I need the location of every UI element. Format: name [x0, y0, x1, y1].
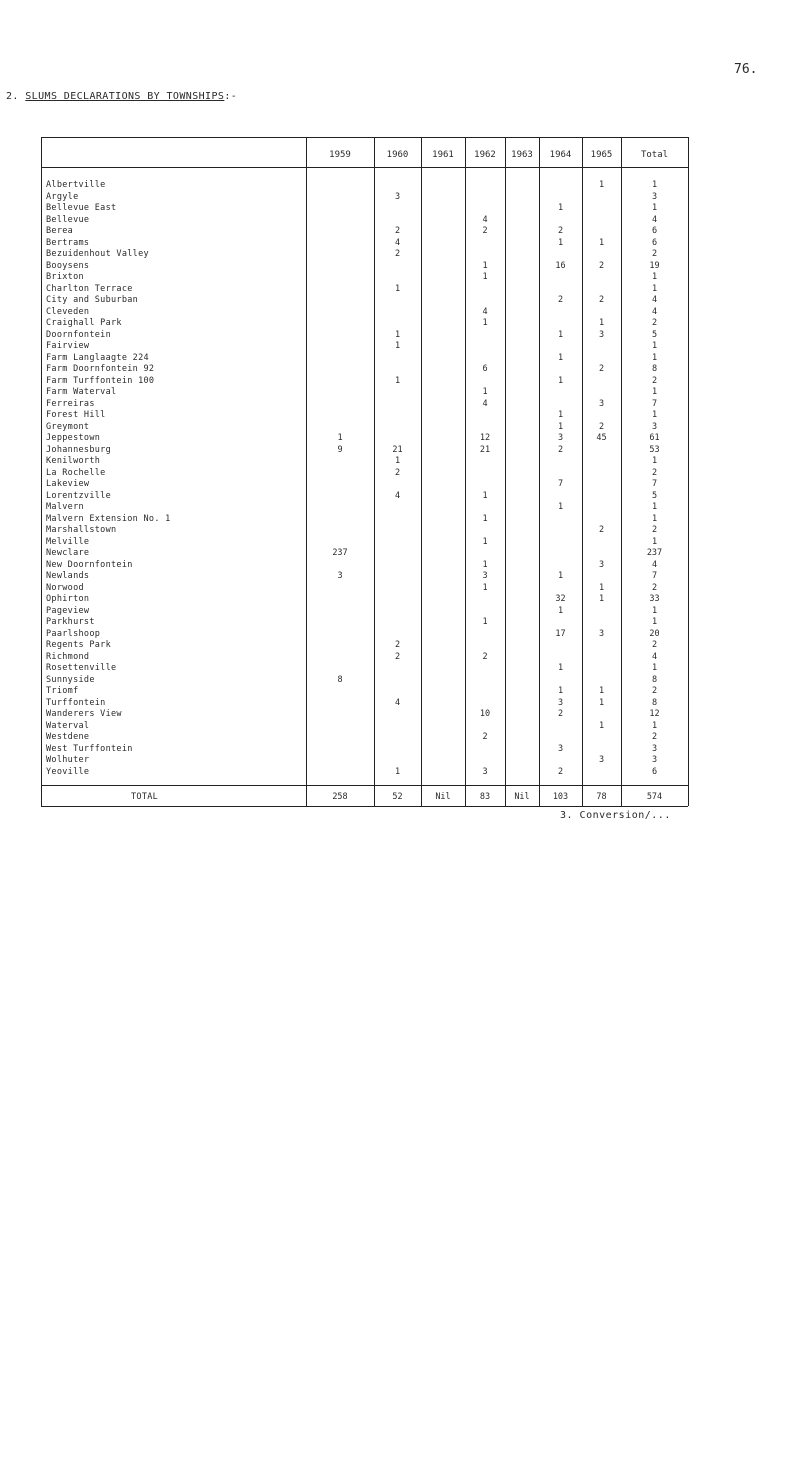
township-name: Paarlshoop	[46, 628, 101, 639]
column-header: 1963	[511, 150, 533, 160]
table-cell: 4	[482, 306, 488, 317]
township-name: Bertrams	[46, 237, 90, 248]
table-cell: 1	[651, 513, 658, 524]
column-header: 1964	[549, 150, 572, 160]
table-cell: 2	[394, 226, 401, 236]
table-cell: 1	[394, 341, 401, 351]
column-divider	[41, 137, 42, 806]
table-cell: 2	[482, 732, 488, 742]
total-cell: 83	[479, 792, 491, 802]
table-cell: 1	[598, 582, 605, 593]
table-cell: 1	[394, 766, 401, 777]
table-cell: 2	[651, 375, 658, 386]
table-cell: 2	[557, 295, 564, 305]
township-name: Triomf	[46, 686, 79, 696]
total-cell: 52	[392, 792, 403, 802]
township-name: Wanderers View	[46, 709, 122, 719]
township-name: Yeoville	[46, 766, 90, 777]
table-cell: 1	[557, 502, 564, 512]
table-cell: 10	[479, 709, 491, 719]
township-name: Argyle	[46, 191, 79, 202]
table-cell: 3	[651, 421, 658, 432]
page-number: 76.	[734, 62, 758, 77]
table-cell: 1	[651, 663, 658, 673]
township-name: Farm Doornfontein 92	[46, 364, 155, 374]
table-cell: 1	[482, 617, 488, 627]
table-cell: 3	[651, 755, 658, 765]
table-cell: 1	[482, 513, 488, 524]
table-cell: 6	[651, 237, 658, 248]
column-header: 1965	[590, 150, 613, 160]
column-divider	[621, 137, 622, 806]
table-cell: 1	[394, 329, 401, 340]
table-cell: 4	[482, 398, 488, 409]
table-cell: 3	[598, 329, 605, 340]
table-cell: 1	[651, 605, 658, 616]
table-cell: 1	[557, 605, 564, 616]
township-name: Bellevue East	[46, 203, 117, 213]
table-cell: 3	[598, 398, 605, 409]
table-cell: 3	[557, 743, 564, 754]
section-title-text: SLUMS DECLARATIONS BY TOWNSHIPS	[25, 91, 225, 102]
table-cell: 8	[651, 674, 658, 685]
table-cell: 1	[482, 260, 488, 271]
table-cell: 2	[598, 364, 605, 374]
table-bottom-border	[41, 806, 688, 807]
section-number: 2.	[6, 91, 19, 102]
township-name: Cleveden	[46, 306, 90, 317]
township-name: New Doornfontein	[46, 559, 133, 570]
table-cell: 2	[557, 709, 564, 719]
table-cell: 1	[394, 283, 401, 294]
column-divider	[539, 137, 540, 806]
section-title	[6, 91, 237, 102]
township-name: Albertville	[46, 180, 106, 190]
table-cell: 2	[598, 295, 605, 305]
township-name: Norwood	[46, 582, 84, 593]
table-cell: 1	[394, 375, 401, 386]
table-cell: 5	[651, 329, 658, 340]
table-cell: 8	[337, 674, 343, 685]
table-cell: 1	[557, 410, 564, 420]
table-cell: 2	[557, 226, 564, 236]
table-cell: 3	[598, 755, 605, 765]
table-cell: 2	[651, 318, 658, 328]
township-name: Berea	[46, 226, 74, 236]
township-name: Bellevue	[46, 214, 90, 225]
township-name: Kenilworth	[46, 456, 101, 466]
table-cell: 1	[557, 571, 564, 581]
township-name: Parkhurst	[46, 617, 95, 627]
township-name: Farm Turffontein 100	[46, 375, 155, 386]
total-cell: 103	[552, 792, 569, 802]
table-cell: 8	[651, 697, 658, 708]
table-cell: 3	[598, 559, 605, 570]
slums-declarations-table	[41, 137, 688, 806]
continuation-footer: 3. Conversion/...	[560, 810, 671, 821]
table-top-border	[41, 137, 688, 138]
table-cell: 2	[651, 467, 658, 478]
table-cell: 1	[557, 237, 564, 248]
table-cell: 2	[557, 444, 564, 455]
table-cell: 3	[557, 433, 564, 443]
table-cell: 2	[651, 525, 658, 535]
table-cell: 1	[482, 559, 488, 570]
header-divider	[41, 167, 688, 168]
table-cell: 1	[651, 203, 658, 213]
table-cell: 8	[651, 364, 658, 374]
table-cell: 1	[598, 594, 605, 604]
column-header: 1962	[474, 150, 496, 160]
table-cell: 3	[557, 697, 564, 708]
table-cell: 4	[651, 651, 658, 662]
table-cell: 2	[557, 766, 564, 777]
township-name: Farm Langlaagte 224	[46, 352, 149, 363]
table-cell: 1	[482, 582, 488, 593]
township-name: Waterval	[46, 720, 90, 731]
table-cell: 1	[598, 720, 605, 731]
table-cell: 4	[394, 237, 401, 248]
table-cell: 2	[651, 732, 658, 742]
total-divider	[41, 785, 688, 786]
table-cell: 1	[651, 272, 658, 282]
township-name: Wolhuter	[46, 755, 90, 765]
table-cell: 2	[394, 249, 401, 259]
table-cell: 1	[337, 433, 343, 443]
township-name: Richmond	[46, 651, 90, 662]
township-name: Sunnyside	[46, 674, 95, 685]
table-cell: 17	[555, 628, 566, 639]
table-cell: 1	[651, 617, 658, 627]
table-cell: 2	[482, 651, 488, 662]
township-name: Marshallstown	[46, 525, 117, 535]
table-cell: 12	[479, 433, 491, 443]
table-cell: 2	[651, 686, 658, 696]
table-cell: 6	[651, 766, 658, 777]
table-cell: 12	[649, 709, 660, 719]
column-divider	[505, 137, 506, 806]
table-cell: 20	[649, 628, 660, 639]
table-cell: 3	[337, 571, 343, 581]
total-cell: Nil	[435, 792, 451, 802]
table-cell: 1	[557, 203, 564, 213]
township-name: Fairview	[46, 341, 90, 351]
township-name: Rosettenville	[46, 663, 117, 673]
table-cell: 1	[482, 536, 488, 547]
table-cell: 3	[482, 571, 488, 581]
township-name: Craighall Park	[46, 318, 122, 328]
township-name: Doornfontein	[46, 329, 112, 340]
column-header: 1961	[432, 150, 454, 160]
table-cell: 1	[482, 387, 488, 397]
table-cell: 2	[598, 421, 605, 432]
township-name: Johannesburg	[46, 444, 112, 455]
township-name: La Rochelle	[46, 467, 106, 478]
table-cell: 1	[651, 456, 658, 466]
table-cell: 3	[394, 191, 401, 202]
table-cell: 1	[651, 502, 658, 512]
township-name: Farm Waterval	[46, 387, 117, 397]
table-cell: 1	[394, 456, 401, 466]
column-header: Total	[640, 150, 669, 160]
table-cell: 1	[598, 180, 605, 190]
column-header: 1959	[329, 150, 351, 160]
total-cell: 78	[596, 792, 607, 802]
township-name: Bezuidenhout Valley	[46, 249, 149, 259]
total-cell: 574	[646, 792, 663, 802]
table-cell: 6	[651, 226, 658, 236]
table-cell: 7	[557, 479, 564, 489]
table-cell: 3	[651, 743, 658, 754]
table-cell: 3	[482, 766, 488, 777]
table-cell: 4	[651, 306, 658, 317]
column-header: 1960	[386, 150, 409, 160]
township-name: Lakeview	[46, 479, 90, 489]
table-cell: 4	[394, 490, 401, 501]
table-cell: 1	[482, 318, 488, 328]
table-cell: 6	[482, 364, 488, 374]
table-cell: 4	[482, 214, 488, 225]
table-cell: 9	[337, 444, 343, 455]
table-cell: 1	[651, 410, 658, 420]
column-divider	[306, 137, 307, 806]
table-cell: 1	[598, 237, 605, 248]
table-cell: 2	[651, 582, 658, 593]
table-cell: 2	[651, 640, 658, 650]
table-cell: 1	[482, 490, 488, 501]
total-cell: 258	[332, 792, 348, 802]
table-cell: 1	[557, 663, 564, 673]
township-name: Forest Hill	[46, 410, 106, 420]
table-cell: 21	[479, 444, 491, 455]
township-name: Turffontein	[46, 697, 106, 708]
table-cell: 1	[598, 686, 605, 696]
township-name: Regents Park	[46, 640, 112, 650]
table-cell: 2	[598, 260, 605, 271]
township-name: West Turffontein	[46, 743, 133, 754]
table-cell: 7	[651, 479, 658, 489]
township-name: Newclare	[46, 548, 90, 558]
table-cell: 19	[649, 260, 660, 271]
total-cell: Nil	[514, 792, 530, 802]
table-cell: 2	[482, 226, 488, 236]
township-name: Malvern	[46, 502, 84, 512]
table-cell: 2	[651, 249, 658, 259]
table-cell: 1	[557, 329, 564, 340]
column-divider	[374, 137, 375, 806]
column-divider	[421, 137, 422, 806]
township-name: Melville	[46, 536, 90, 547]
total-label: TOTAL	[131, 792, 159, 802]
table-cell: 3	[598, 628, 605, 639]
township-name: Ferreiras	[46, 398, 95, 409]
table-cell: 2	[394, 467, 401, 478]
table-cell: 4	[651, 214, 658, 225]
township-name: Newlands	[46, 571, 90, 581]
table-cell: 4	[651, 295, 658, 305]
township-name: Booysens	[46, 260, 90, 271]
table-cell: 1	[651, 341, 658, 351]
table-cell: 45	[596, 433, 607, 443]
table-cell: 4	[651, 559, 658, 570]
table-cell: 3	[651, 191, 658, 202]
table-cell: 7	[651, 571, 658, 581]
township-name: Lorentzville	[46, 490, 112, 501]
table-cell: 53	[649, 444, 660, 455]
table-cell: 1	[557, 375, 564, 386]
township-name: Pageview	[46, 605, 90, 616]
table-cell: 2	[394, 651, 401, 662]
table-cell: 1	[482, 272, 488, 282]
table-cell: 32	[555, 594, 566, 604]
township-name: Malvern Extension No. 1	[46, 513, 171, 524]
table-cell: 1	[651, 536, 658, 547]
table-cell: 2	[598, 525, 605, 535]
table-cell: 1	[557, 352, 564, 363]
table-cell: 16	[555, 260, 566, 271]
table-cell: 1	[557, 421, 564, 432]
township-name: Charlton Terrace	[46, 283, 133, 294]
township-name: Ophirton	[46, 594, 90, 604]
township-name: City and Suburban	[46, 295, 139, 305]
column-divider	[582, 137, 583, 806]
table-cell: 1	[651, 180, 658, 190]
table-cell: 2	[394, 640, 401, 650]
table-cell: 1	[651, 283, 658, 294]
table-cell: 21	[392, 444, 403, 455]
table-cell: 61	[649, 433, 660, 443]
township-name: Westdene	[46, 732, 90, 742]
table-cell: 5	[651, 490, 658, 501]
table-cell: 1	[651, 387, 658, 397]
table-cell: 1	[557, 686, 564, 696]
table-cell: 1	[598, 697, 605, 708]
table-cell: 1	[651, 720, 658, 731]
township-name: Brixton	[46, 272, 84, 282]
column-divider	[688, 137, 689, 806]
table-cell: 237	[332, 548, 348, 558]
table-cell: 33	[649, 594, 660, 604]
township-name: Greymont	[46, 421, 90, 432]
column-divider	[465, 137, 466, 806]
section-title-suffix: :-	[224, 91, 238, 102]
table-cell: 1	[598, 318, 605, 328]
table-cell: 1	[651, 352, 658, 363]
table-cell: 4	[394, 697, 401, 708]
township-name: Jeppestown	[46, 433, 101, 443]
table-cell: 237	[646, 548, 663, 558]
table-cell: 7	[651, 398, 658, 409]
